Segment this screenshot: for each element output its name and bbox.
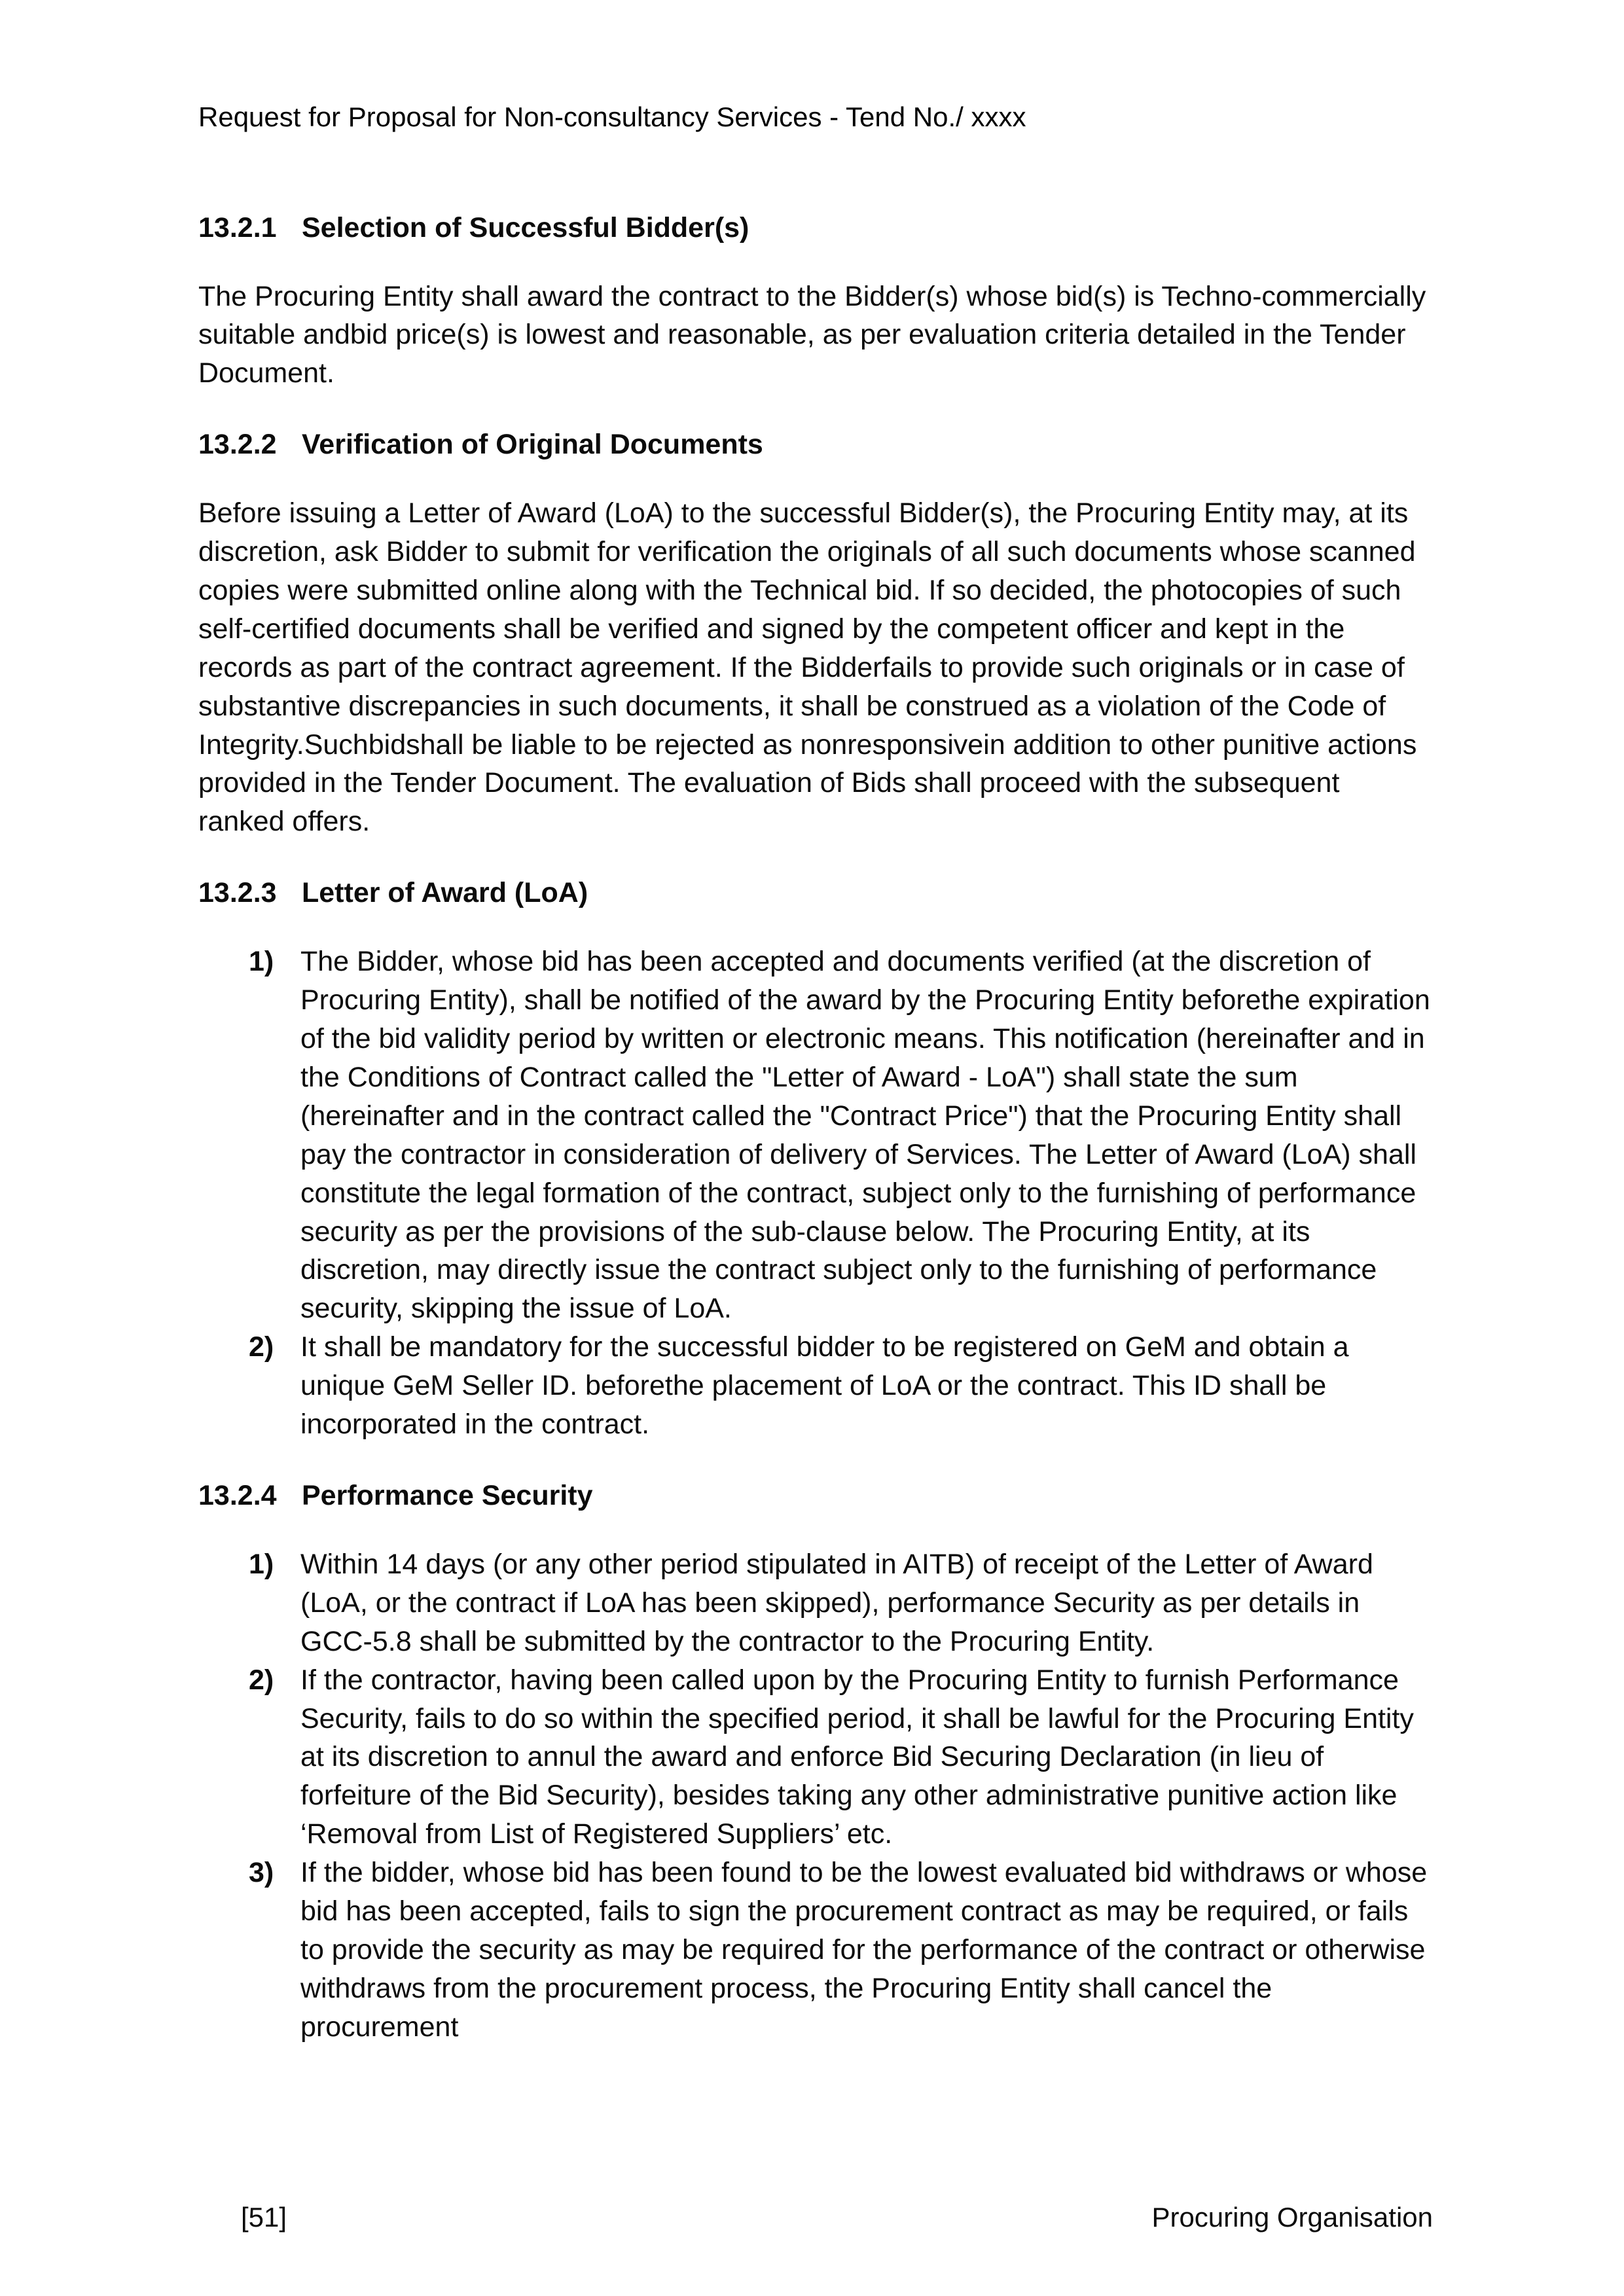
list-item-number: 2) xyxy=(249,1331,274,1363)
page-number: [51] xyxy=(241,2202,287,2233)
section-paragraph: Before issuing a Letter of Award (LoA) to the successful Bidder(s), the Procuring Entity may, at its discretion, ask Bidder to submit for verification the originals of all such documents whose scanned copies were submitted online along with the Technical bid. If so decided, the photocopies of such self-certified documents shall be verified and signed by the competent officer and kept in the records as part of the contract agreement. If the Bidderfails to provide such originals or in case of substantive discrepancies in such documents, it shall be construed as a violation of the Code of Integrity.Suchbidshall be liable to be rejected as nonresponsivein addition to other punitive actions provided in the Tender Document. The evaluation of Bids shall proceed with the subsequent ranked offers. xyxy=(198,497,1417,838)
section-selection-of-successful-bidders xyxy=(198,209,1433,393)
list-item-text: If the bidder, whose bid has been found to be the lowest evaluated bid withdraws or whose bid has been accepted, fails to sign the procurement contract as may be required, or fails to provide the security as may be required for the performance of the contract or otherwise withdraws from the procurement process, the Procuring Entity shall cancel the procurement xyxy=(300,1857,1428,2043)
section-performance-security xyxy=(198,1477,1433,2047)
section-heading xyxy=(198,425,1433,464)
numbered-list xyxy=(198,1545,1433,2047)
list-item-number: 1) xyxy=(249,1548,274,1580)
document-body xyxy=(198,209,1433,2047)
list-item xyxy=(198,1328,1433,1444)
list-item-text: The Bidder, whose bid has been accepted and documents verified (at the discretion of Procuring Entity), shall be notified of the award by the Procuring Entity beforethe expiration of the bid validity period by written or electronic means. This notification (hereinafter and in the Conditions of Contract called the "Letter of Award - LoA") shall state the sum (hereinafter and in the contract called the "Contract Price") that the Procuring Entity shall pay the contractor in consideration of delivery of Services. The Letter of Award (LoA) shall constitute the legal formation of the contract, subject only to the furnishing of performance security as per the provisions of the sub-clause below. The Procuring Entity, at its discretion, may directly issue the contract subject only to the furnishing of performance security, skipping the issue of LoA. xyxy=(300,946,1430,1325)
section-number: 13.2.3 xyxy=(198,877,277,909)
section-title: Verification of Original Documents xyxy=(302,429,763,461)
list-item-text: It shall be mandatory for the successful bidder to be registered on GeM and obtain a unique GeM Seller ID. beforethe placement of LoA or the contract. This ID shall be incorporated in the contract. xyxy=(300,1331,1349,1441)
list-item-text: Within 14 days (or any other period stipulated in AITB) of receipt of the Letter of Award (LoA, or the contract if LoA has been skipped), performance Security as per details in GCC-5.8 shall be submitted by the contractor to the Procuring Entity. xyxy=(300,1548,1373,1657)
page-footer xyxy=(198,2202,1433,2233)
footer-organisation: Procuring Organisation xyxy=(1151,2202,1433,2233)
section-heading xyxy=(198,1477,1433,1515)
list-item-number: 2) xyxy=(249,1664,274,1696)
page-header xyxy=(198,99,1433,135)
section-paragraph: The Procuring Entity shall award the contract to the Bidder(s) whose bid(s) is Techno-commercially suitable andbid price(s) is lowest and reasonable, as per evaluation criteria detailed in the Tender Document. xyxy=(198,280,1426,389)
section-title: Performance Security xyxy=(302,1479,593,1511)
header-title: Request for Proposal for Non-consultancy Services - Tend No./ xxxx xyxy=(198,101,1026,132)
section-number: 13.2.4 xyxy=(198,1479,277,1511)
list-item xyxy=(198,942,1433,1328)
list-item xyxy=(198,1854,1433,2047)
section-title: Letter of Award (LoA) xyxy=(302,877,588,909)
numbered-list xyxy=(198,942,1433,1444)
list-item xyxy=(198,1545,1433,1661)
list-item-number: 3) xyxy=(249,1857,274,1889)
section-letter-of-award xyxy=(198,874,1433,1444)
list-item xyxy=(198,1661,1433,1854)
section-heading xyxy=(198,874,1433,912)
section-verification-of-original-documents xyxy=(198,425,1433,841)
section-title: Selection of Successful Bidder(s) xyxy=(302,211,749,243)
list-item-number: 1) xyxy=(249,946,274,978)
section-number: 13.2.2 xyxy=(198,429,277,461)
section-heading xyxy=(198,209,1433,247)
section-number: 13.2.1 xyxy=(198,211,277,243)
list-item-text: If the contractor, having been called upon by the Procuring Entity to furnish Performance Security, fails to do so within the specified period, it shall be lawful for the Procuring Entity at its discretion to annul the award and enforce Bid Securing Declaration (in lieu of forfeiture of the Bid Security), besides taking any other administrative punitive action like ‘Removal from List of Registered Suppliers’ etc. xyxy=(300,1664,1414,1850)
